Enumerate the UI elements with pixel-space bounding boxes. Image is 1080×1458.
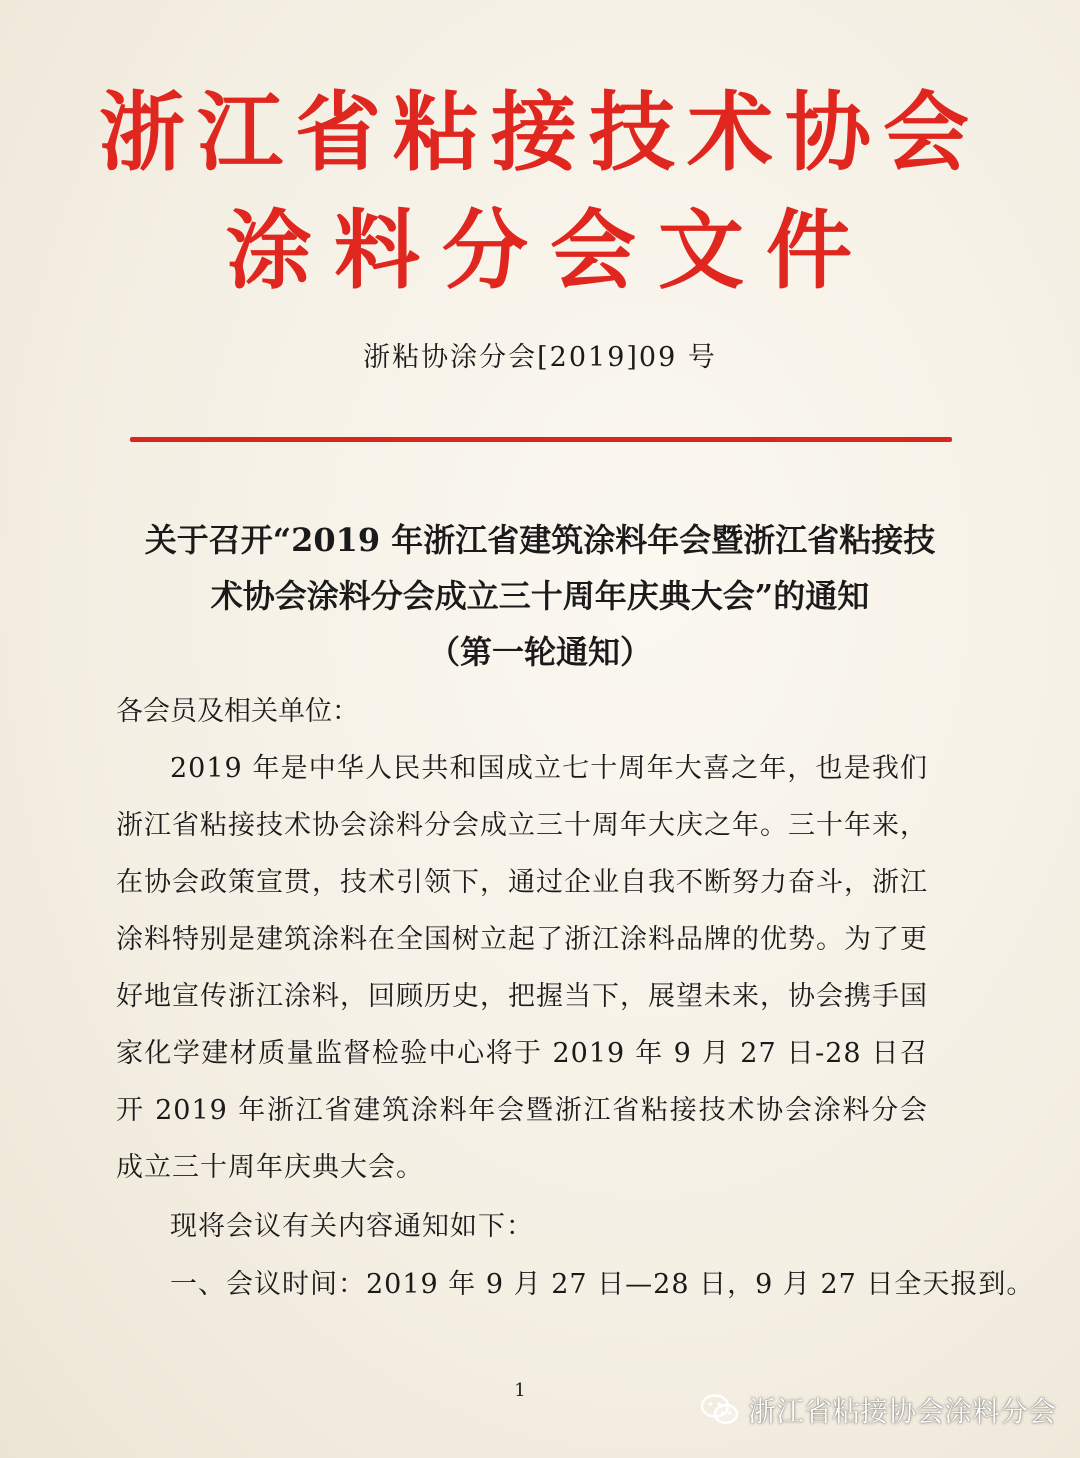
document-type-title: 涂料分会文件 (226, 201, 874, 301)
meeting-time-item: 一、会议时间：2019 年 9 月 27 日—28 日，9 月 27 日全天报到。 (170, 1269, 1035, 1300)
notice-title-line-2: 术协会涂料分会成立三十周年庆典大会”的通知 (210, 577, 870, 615)
document-number: 浙粘协涂分会[2019]09 号 (363, 342, 717, 373)
notice-title-line-1: 关于召开“2019 年浙江省建筑涂料年会暨浙江省粘接技 (144, 521, 936, 559)
salutation: 各会员及相关单位： (116, 696, 359, 727)
body-paragraph-intro: 2019 年是中华人民共和国成立七十周年大喜之年，也是我们浙江省粘接技术协会涂料分会成立三十周年大庆之年。三十年来，在协会政策宣贯，技术引领下，通过企业自我不断努力奋斗，浙江涂料特别是建筑涂料在全国树立起了浙江涂料品牌的优势。为了更好地宣传浙江涂料，回顾历史，把握当下，展望未来，协会携手国家化学建材质量监督检验中心将于 2019 年 9 月 27 日-28 日召开 2019 年浙江省建筑涂料年会暨浙江省粘接技术协会涂料分会成立三十周年庆典大会。 (116, 753, 928, 1183)
body-paragraph-lead: 现将会议有关内容通知如下： (170, 1211, 534, 1242)
notice-round-label: （第一轮通知） (427, 633, 652, 671)
source-watermark (700, 1387, 1056, 1433)
page-number: 1 (514, 1380, 526, 1401)
issuer-title: 浙江省粘接技术协会 (99, 83, 981, 183)
red-divider (130, 437, 952, 442)
wechat-icon (700, 1393, 740, 1427)
watermark-text: 浙江省粘接协会涂料分会 (748, 1395, 1057, 1428)
